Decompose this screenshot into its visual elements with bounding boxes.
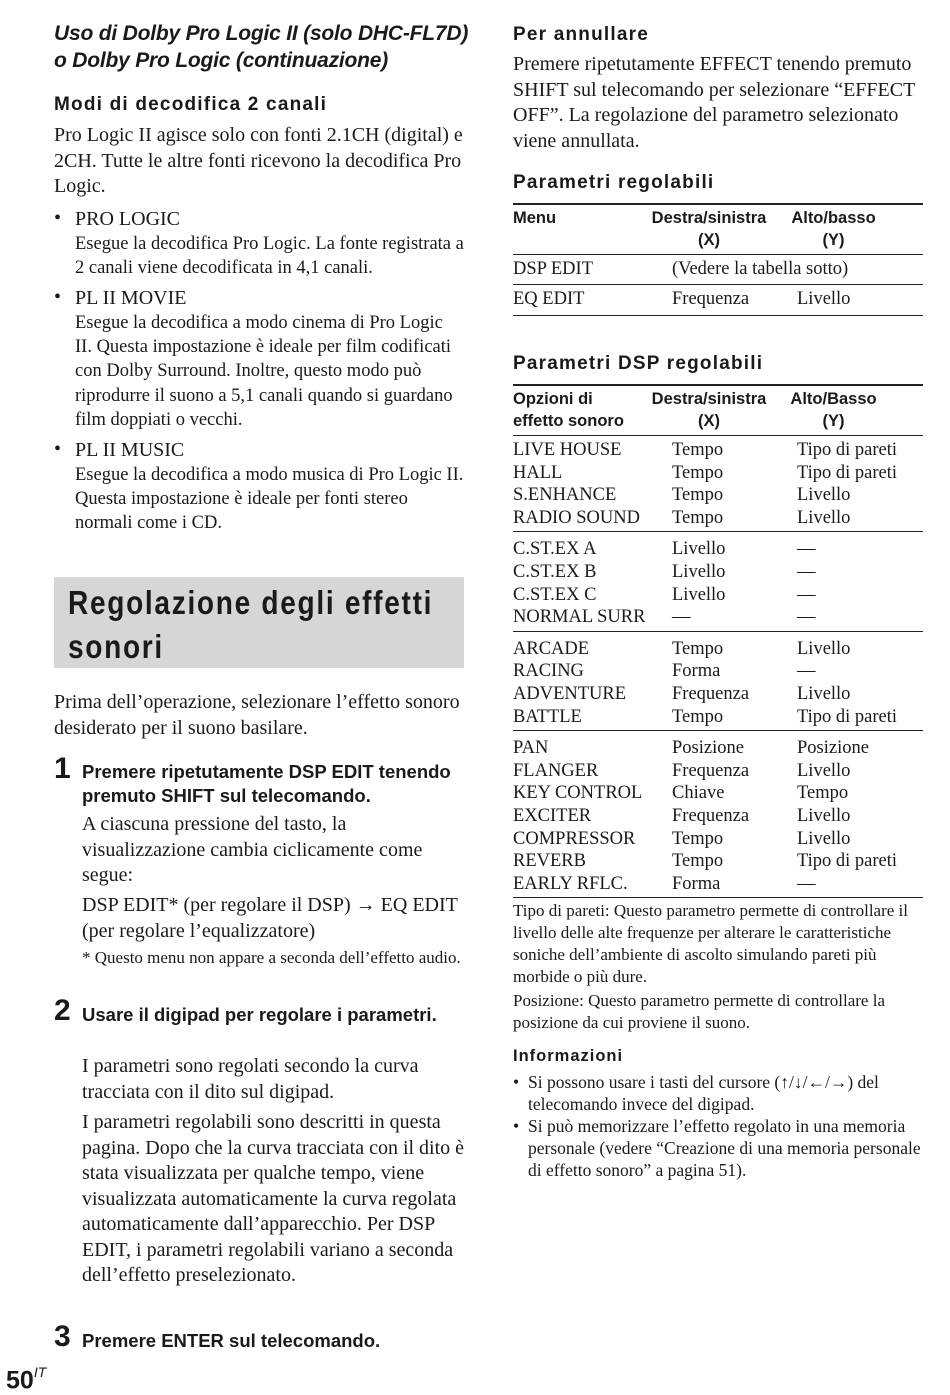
dsp-effect-name: HALL xyxy=(513,462,563,483)
dsp-footnote-walls: Tipo di pareti: Questo parametro permette di controllare il livello delle alte frequenze per alterare le caratteristiche soniche dell’ambiente di ascolto simulando pareti più morbide o più dure. xyxy=(513,901,908,986)
dsp-cell-x: Tempo xyxy=(672,638,724,659)
dsp-heading: Parametri DSP regolabili xyxy=(513,353,764,374)
info-item: • Si può memorizzare l’effetto regolato in una memoria personale (vedere “Creazione di una memoria personale di effetto sonoro” a pagina 51). xyxy=(513,1115,923,1181)
mode-item-pl2-movie: • PL II MOVIE Esegue la decodifica a modo cinema di Pro Logic II. Questa impostazione è ideale per film codificati con Dolby Surround. Inoltre, questo modo può riprodurre il suono a 5,1 canali quando si guardano film doppiati o vecchi. xyxy=(54,286,464,432)
dsp-cell-x: Livello xyxy=(672,584,726,605)
dsp-effect-name: PAN xyxy=(513,738,549,759)
page-header-title: Uso di Dolby Pro Logic II (solo DHC-FL7D) o Dolby Pro Logic (continuazione) xyxy=(54,22,469,72)
dsp-cell-x: Tempo xyxy=(672,828,724,849)
page-number xyxy=(6,1366,46,1395)
info-heading: Informazioni xyxy=(513,1047,624,1065)
col-label: (Y) xyxy=(822,231,845,249)
section-title-box xyxy=(54,577,464,668)
table-rule xyxy=(513,315,923,316)
dsp-effect-name: KEY CONTROL xyxy=(513,783,643,804)
dsp-cell-x: Forma xyxy=(672,661,721,682)
dsp-cell-x: Tempo xyxy=(672,485,724,506)
dsp-effect-name: C.ST.EX A xyxy=(513,539,597,560)
dsp-cell-x: Tempo xyxy=(672,440,724,460)
dsp-effect-name: RADIO SOUND xyxy=(513,507,640,528)
dsp-effect-name: BATTLE xyxy=(513,706,582,727)
step-number: 3 xyxy=(54,1320,71,1353)
info-item-text: Si possono usare i tasti del cursore (↑/↓/←/→) del telecomando invece del digipad. xyxy=(528,1072,879,1114)
dsp-cell-x: Frequenza xyxy=(672,806,750,826)
params-cell: (Vedere la tabella sotto) xyxy=(672,259,849,279)
dsp-cell-y: Livello xyxy=(797,485,851,506)
step-body: I parametri sono regolati secondo la curva tracciata con il dito sul digipad. xyxy=(82,1055,419,1103)
table-rule xyxy=(513,435,923,436)
col-label: Alto/basso xyxy=(791,209,876,227)
mode-item-title: PRO LOGIC xyxy=(75,208,181,230)
dsp-footnote-position: Posizione: Questo parametro permette di controllare la posizione da cui proviene il suono. xyxy=(513,991,885,1032)
dsp-cell-x: Tempo xyxy=(672,706,724,727)
params-col-x xyxy=(644,207,774,251)
step-body: I parametri regolabili sono descritti in questa pagina. Dopo che la curva tracciata con il dito è stata visualizzata per qualche tempo, viene visualizzata automaticamente la curva regolata automaticamente dall’apparecchio. Per DSP EDIT, i parametri regolabili variano a seconda dell’effetto preselezionato. xyxy=(82,1111,465,1286)
dsp-cell-y: Livello xyxy=(797,638,851,659)
dsp-cell-y: Livello xyxy=(797,760,851,781)
step-note: * Questo menu non appare a seconda dell’effetto audio. xyxy=(82,948,461,967)
params-heading: Parametri regolabili xyxy=(513,172,715,193)
dsp-effect-name: C.ST.EX C xyxy=(513,584,597,605)
table-rule xyxy=(513,284,923,285)
dsp-cell-y: Tipo di pareti xyxy=(797,462,898,483)
dsp-cell-x: Tempo xyxy=(672,462,724,483)
dsp-effect-name: ADVENTURE xyxy=(513,684,627,704)
dsp-cell-y: Livello xyxy=(797,828,851,849)
dsp-cell-y: — xyxy=(797,539,816,560)
table-rule xyxy=(513,531,923,532)
params-col-menu: Menu xyxy=(513,209,557,227)
table-rule xyxy=(513,897,923,898)
mode-item-desc: Esegue la decodifica Pro Logic. La fonte registrata a 2 canali viene decodificata in 4,1 canali. xyxy=(75,234,464,279)
dsp-cell-x: — xyxy=(672,607,691,628)
dsp-cell-x: Forma xyxy=(672,873,721,894)
dsp-effect-name: NORMAL SURR xyxy=(513,607,646,628)
mode-item-title: PL II MOVIE xyxy=(75,287,187,309)
col-label: Destra/sinistra xyxy=(651,390,767,408)
mode-item-pro-logic: • PRO LOGIC Esegue la decodifica Pro Logic. La fonte registrata a 2 canali viene decodificata in 4,1 canali. xyxy=(54,207,464,280)
dsp-effect-name: FLANGER xyxy=(513,760,599,781)
dsp-cell-y: — xyxy=(797,661,816,682)
params-cell: EQ EDIT xyxy=(513,289,585,309)
dsp-cell-x: Frequenza xyxy=(672,684,750,704)
dsp-effect-name: C.ST.EX B xyxy=(513,562,597,582)
dsp-effect-name: S.ENHANCE xyxy=(513,485,617,506)
dsp-cell-x: Tempo xyxy=(672,507,724,528)
modes-intro: Pro Logic II agisce solo con fonti 2.1CH (digital) e 2CH. Tutte le altre fonti ricevono la decodifica Pro Logic. xyxy=(54,124,463,197)
col-label: Destra/sinistra xyxy=(651,209,767,227)
dsp-cell-y: Livello xyxy=(797,507,851,528)
step-title: Premere ENTER sul telecomando. xyxy=(82,1330,381,1351)
dsp-col-y xyxy=(786,388,881,432)
dsp-cell-y: Tipo di pareti xyxy=(797,851,898,872)
mode-item-desc: Esegue la decodifica a modo musica di Pro Logic II. Questa impostazione è ideale per fonti stereo normali come i CD. xyxy=(75,465,464,534)
page-suffix: IT xyxy=(33,1364,47,1380)
col-label: (X) xyxy=(698,231,720,249)
dsp-cell-y: Tipo di pareti xyxy=(797,440,898,460)
dsp-cell-y: — xyxy=(797,562,816,582)
dsp-cell-y: Tempo xyxy=(797,783,849,804)
dsp-cell-x: Livello xyxy=(672,562,726,582)
section-title: Regolazione degli effetti sonori xyxy=(68,584,434,665)
table-rule xyxy=(513,254,923,255)
dsp-cell-y: Livello xyxy=(797,684,851,704)
table-rule xyxy=(513,730,923,731)
dsp-effect-name: EXCITER xyxy=(513,806,592,826)
dsp-cell-x: Chiave xyxy=(672,783,725,804)
col-label: Opzioni di xyxy=(513,390,593,408)
mode-item-pl2-music: • PL II MUSIC Esegue la decodifica a modo musica di Pro Logic II. Questa impostazione è ideale per fonti stereo normali come i CD. xyxy=(54,438,464,536)
step-body-sequence: DSP EDIT* (per regolare il DSP) → EQ EDIT (per regolare l’equalizzatore) xyxy=(82,894,458,942)
mode-item-title: PL II MUSIC xyxy=(75,439,185,461)
step-body: A ciascuna pressione del tasto, la visualizzazione cambia ciclicamente come segue: xyxy=(82,813,423,886)
dsp-cell-y: Posizione xyxy=(797,738,869,759)
cancel-heading: Per annullare xyxy=(513,24,649,45)
dsp-effect-name: LIVE HOUSE xyxy=(513,440,622,460)
params-cell: DSP EDIT xyxy=(513,259,593,279)
table-rule xyxy=(513,631,923,632)
dsp-cell-x: Posizione xyxy=(672,738,744,759)
params-cell: Livello xyxy=(797,289,851,309)
table-rule xyxy=(513,384,923,386)
dsp-col-x xyxy=(644,388,774,432)
table-rule xyxy=(513,203,923,205)
section-intro: Prima dell’operazione, selezionare l’effetto sonoro desiderato per il suono basilare. xyxy=(54,691,460,739)
dsp-effect-name: REVERB xyxy=(513,851,586,872)
col-label: effetto sonoro xyxy=(513,412,624,430)
params-cell: Frequenza xyxy=(672,289,750,309)
dsp-cell-y: Tipo di pareti xyxy=(797,706,898,727)
dsp-cell-x: Frequenza xyxy=(672,760,750,781)
dsp-cell-x: Livello xyxy=(672,539,726,560)
dsp-effect-name: EARLY RFLC. xyxy=(513,873,628,894)
cancel-text: Premere ripetutamente EFFECT tenendo premuto SHIFT sul telecomando per selezionare “EFFECT OFF”. La regolazione del parametro selezionato viene annullata. xyxy=(513,53,915,152)
dsp-cell-y: — xyxy=(797,607,816,628)
params-col-y xyxy=(786,207,881,251)
mode-item-desc: Esegue la decodifica a modo cinema di Pro Logic II. Questa impostazione è ideale per film codificati con Dolby Surround. Inoltre, questo modo può riprodurre il suono a 5,1 canali quando si guardano film doppiati o vecchi. xyxy=(75,313,453,430)
info-item: • Si possono usare i tasti del cursore (↑/↓/←/→) del telecomando invece del digipad. xyxy=(513,1071,923,1115)
dsp-cell-y: Livello xyxy=(797,806,851,826)
dsp-effect-name: COMPRESSOR xyxy=(513,828,636,849)
step-number: 2 xyxy=(54,994,71,1027)
col-label: Alto/Basso xyxy=(790,390,877,408)
dsp-effect-name: RACING xyxy=(513,661,584,682)
dsp-cell-x: Tempo xyxy=(672,851,724,872)
step-title: Usare il digipad per regolare i parametri. xyxy=(82,1004,437,1025)
dsp-effect-name: ARCADE xyxy=(513,638,590,659)
step-title: Premere ripetutamente DSP EDIT tenendo premuto SHIFT sul telecomando. xyxy=(82,761,451,806)
dsp-cell-y: — xyxy=(797,584,816,605)
modes-heading: Modi di decodifica 2 canali xyxy=(54,94,328,115)
col-label: (Y) xyxy=(822,412,845,430)
dsp-cell-y: — xyxy=(797,873,816,894)
info-item-text: Si può memorizzare l’effetto regolato in una memoria personale (vedere “Creazione di una memoria personale di effetto sonoro” a pagina 51). xyxy=(528,1116,921,1180)
col-label: (X) xyxy=(698,412,720,430)
dsp-col-option xyxy=(513,388,624,432)
page-number-value: 50 xyxy=(6,1366,34,1395)
step-number: 1 xyxy=(54,752,71,785)
